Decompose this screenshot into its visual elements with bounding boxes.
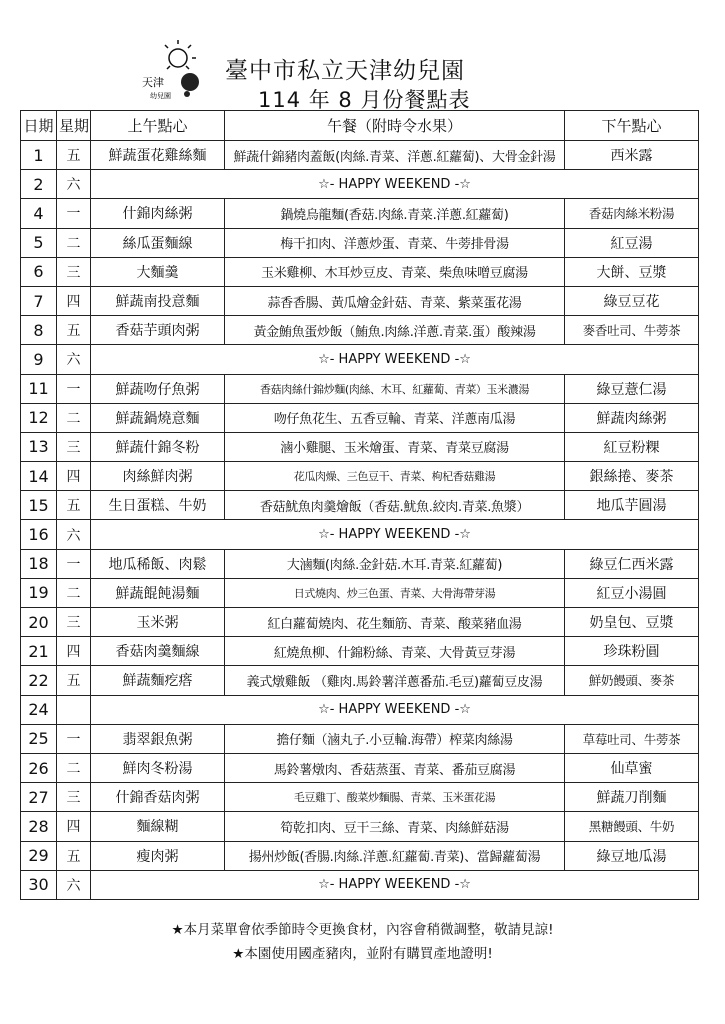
holiday-row — [21, 695, 699, 724]
weekday-cell — [57, 695, 91, 724]
weekday-cell: 一 — [57, 549, 91, 578]
weekday-cell: 四 — [57, 812, 91, 841]
table-body — [21, 141, 699, 900]
lunch-cell: 玉米雞柳、木耳炒豆皮、青菜、柴魚味噌豆腐湯 — [225, 257, 565, 286]
morning-snack-cell: 香菇芋頭肉粥 — [91, 316, 225, 345]
table-row — [21, 666, 699, 695]
morning-snack-cell: 絲瓜蛋麵線 — [91, 228, 225, 257]
table-row — [21, 432, 699, 461]
date-cell: 5 — [21, 228, 57, 257]
table-row — [21, 374, 699, 403]
date-cell: 21 — [21, 637, 57, 666]
date-cell: 11 — [21, 374, 57, 403]
column-header: 星期 — [57, 111, 91, 141]
date-cell: 19 — [21, 578, 57, 607]
weekday-cell: 三 — [57, 257, 91, 286]
lunch-cell: 毛豆雞丁、酸菜炒麵腸、青菜、玉米蛋花湯 — [225, 783, 565, 812]
table-row — [21, 228, 699, 257]
afternoon-snack-cell: 綠豆仁西米露 — [565, 549, 699, 578]
afternoon-snack-cell: 奶皇包、豆漿 — [565, 608, 699, 637]
date-cell: 26 — [21, 753, 57, 782]
morning-snack-cell: 生日蛋糕、牛奶 — [91, 491, 225, 520]
morning-snack-cell: 肉絲鮮肉粥 — [91, 462, 225, 491]
lunch-cell: 花瓜肉燥、三色豆干、青菜、枸杞香菇雞湯 — [225, 462, 565, 491]
morning-snack-cell: 什錦肉絲粥 — [91, 199, 225, 228]
table-row — [21, 637, 699, 666]
morning-snack-cell: 鮮肉冬粉湯 — [91, 753, 225, 782]
table-row — [21, 199, 699, 228]
table-row — [21, 316, 699, 345]
weekday-cell: 四 — [57, 637, 91, 666]
column-header: 日期 — [21, 111, 57, 141]
afternoon-snack-cell: 紅豆湯 — [565, 228, 699, 257]
sun-logo-icon — [140, 36, 210, 102]
afternoon-snack-cell: 麥香吐司、牛蒡茶 — [565, 316, 699, 345]
afternoon-snack-cell: 綠豆豆花 — [565, 286, 699, 315]
table-row — [21, 812, 699, 841]
lunch-cell: 大滷麵(肉絲.金針菇.木耳.青菜.紅蘿蔔) — [225, 549, 565, 578]
lunch-cell: 蒜香香腸、黃瓜燴金針菇、青菜、紫菜蛋花湯 — [225, 286, 565, 315]
date-cell: 9 — [21, 345, 57, 374]
lunch-cell: 馬鈴薯燉肉、香菇蒸蛋、青菜、番茄豆腐湯 — [225, 753, 565, 782]
afternoon-snack-cell: 綠豆薏仁湯 — [565, 374, 699, 403]
note-seasonal: ★本月菜單會依季節時令更換食材，內容會稍微調整，敬請見諒! — [171, 922, 554, 938]
date-cell: 12 — [21, 403, 57, 432]
date-cell: 14 — [21, 462, 57, 491]
date-cell: 13 — [21, 432, 57, 461]
svg-text:幼兒園: 幼兒園 — [150, 92, 171, 100]
table-row — [21, 549, 699, 578]
date-cell: 6 — [21, 257, 57, 286]
table-row — [21, 783, 699, 812]
afternoon-snack-cell: 仙草蜜 — [565, 753, 699, 782]
morning-snack-cell: 大麵羹 — [91, 257, 225, 286]
holiday-row — [21, 345, 699, 374]
weekday-cell: 四 — [57, 462, 91, 491]
lunch-cell: 鮮蔬什錦豬肉蓋飯(肉絲.青菜、洋蔥.紅蘿蔔)、大骨金針湯 — [225, 141, 565, 170]
date-cell: 30 — [21, 870, 57, 899]
weekday-cell: 六 — [57, 170, 91, 199]
date-cell: 29 — [21, 841, 57, 870]
afternoon-snack-cell: 紅豆粉粿 — [565, 432, 699, 461]
date-cell: 25 — [21, 724, 57, 753]
weekday-cell: 三 — [57, 432, 91, 461]
date-cell: 27 — [21, 783, 57, 812]
weekday-cell: 二 — [57, 228, 91, 257]
weekday-cell: 一 — [57, 724, 91, 753]
weekday-cell: 四 — [57, 286, 91, 315]
afternoon-snack-cell: 綠豆地瓜湯 — [565, 841, 699, 870]
weekday-cell: 五 — [57, 841, 91, 870]
morning-snack-cell: 翡翠銀魚粥 — [91, 724, 225, 753]
afternoon-snack-cell: 鮮蔬肉絲粥 — [565, 403, 699, 432]
weekday-cell: 六 — [57, 345, 91, 374]
weekday-cell: 五 — [57, 666, 91, 695]
table-row — [21, 257, 699, 286]
page-title: 臺中市私立天津幼兒園 — [225, 58, 465, 84]
morning-snack-cell: 鮮蔬蛋花雞絲麵 — [91, 141, 225, 170]
table-row — [21, 462, 699, 491]
weekday-cell: 一 — [57, 199, 91, 228]
morning-snack-cell: 鮮蔬鍋燒意麵 — [91, 403, 225, 432]
lunch-cell: 滷小雞腿、玉米燴蛋、青菜、青菜豆腐湯 — [225, 432, 565, 461]
weekday-cell: 六 — [57, 520, 91, 549]
date-cell: 20 — [21, 608, 57, 637]
date-cell: 2 — [21, 170, 57, 199]
holiday-cell: ☆- HAPPY WEEKEND -☆ — [91, 170, 699, 199]
table-row — [21, 403, 699, 432]
lunch-cell: 筍乾扣肉、豆干三絲、青菜、肉絲鮮菇湯 — [225, 812, 565, 841]
date-cell: 7 — [21, 286, 57, 315]
lunch-cell: 梅干扣肉、洋蔥炒蛋、青菜、牛蒡排骨湯 — [225, 228, 565, 257]
afternoon-snack-cell: 鮮奶饅頭、麥茶 — [565, 666, 699, 695]
column-header: 下午點心 — [565, 111, 699, 141]
morning-snack-cell: 鮮蔬麵疙瘩 — [91, 666, 225, 695]
holiday-cell: ☆- HAPPY WEEKEND -☆ — [91, 695, 699, 724]
date-cell: 22 — [21, 666, 57, 695]
table-row — [21, 491, 699, 520]
afternoon-snack-cell: 草莓吐司、牛蒡茶 — [565, 724, 699, 753]
weekday-cell: 三 — [57, 608, 91, 637]
morning-snack-cell: 鮮蔬餛飩湯麵 — [91, 578, 225, 607]
morning-snack-cell: 什錦香菇肉粥 — [91, 783, 225, 812]
holiday-row — [21, 870, 699, 899]
table-row — [21, 608, 699, 637]
afternoon-snack-cell: 紅豆小湯圓 — [565, 578, 699, 607]
morning-snack-cell: 瘦肉粥 — [91, 841, 225, 870]
table-row — [21, 286, 699, 315]
weekday-cell: 五 — [57, 491, 91, 520]
lunch-cell: 日式燒肉、炒三色蛋、青菜、大骨海帶芽湯 — [225, 578, 565, 607]
afternoon-snack-cell: 香菇肉絲米粉湯 — [565, 199, 699, 228]
table-row — [21, 841, 699, 870]
date-cell: 18 — [21, 549, 57, 578]
lunch-cell: 紅白蘿蔔燒肉、花生麵筋、青菜、酸菜豬血湯 — [225, 608, 565, 637]
weekday-cell: 二 — [57, 753, 91, 782]
morning-snack-cell: 香菇肉羹麵線 — [91, 637, 225, 666]
date-cell: 24 — [21, 695, 57, 724]
lunch-cell: 香菇魷魚肉羹燴飯（香菇.魷魚.絞肉.青菜.魚漿） — [225, 491, 565, 520]
lunch-cell: 紅燒魚柳、什錦粉絲、青菜、大骨黃豆芽湯 — [225, 637, 565, 666]
afternoon-snack-cell: 珍珠粉圓 — [565, 637, 699, 666]
meal-menu-table — [20, 110, 699, 900]
lunch-cell: 義式燉雞飯 （雞肉.馬鈴薯洋蔥番茄.毛豆)蘿蔔豆皮湯 — [225, 666, 565, 695]
table-row — [21, 753, 699, 782]
svg-text:天津: 天津 — [142, 76, 164, 89]
date-cell: 1 — [21, 141, 57, 170]
weekday-cell: 二 — [57, 403, 91, 432]
holiday-cell: ☆- HAPPY WEEKEND -☆ — [91, 870, 699, 899]
morning-snack-cell: 地瓜稀飯、肉鬆 — [91, 549, 225, 578]
weekday-cell: 二 — [57, 578, 91, 607]
morning-snack-cell: 玉米粥 — [91, 608, 225, 637]
date-cell: 16 — [21, 520, 57, 549]
afternoon-snack-cell: 西米露 — [565, 141, 699, 170]
morning-snack-cell: 鮮蔬什錦冬粉 — [91, 432, 225, 461]
table-row — [21, 141, 699, 170]
page-subtitle: 114 年 8 月份餐點表 — [258, 88, 471, 112]
school-logo — [140, 36, 210, 102]
holiday-row — [21, 520, 699, 549]
weekday-cell: 五 — [57, 141, 91, 170]
lunch-cell: 黃金鮪魚蛋炒飯（鮪魚.肉絲.洋蔥.青菜.蛋）酸辣湯 — [225, 316, 565, 345]
column-header: 上午點心 — [91, 111, 225, 141]
morning-snack-cell: 麵線糊 — [91, 812, 225, 841]
table-row — [21, 578, 699, 607]
lunch-cell: 吻仔魚花生、五香豆輪、青菜、洋蔥南瓜湯 — [225, 403, 565, 432]
weekday-cell: 一 — [57, 374, 91, 403]
holiday-cell: ☆- HAPPY WEEKEND -☆ — [91, 345, 699, 374]
table-row — [21, 724, 699, 753]
afternoon-snack-cell: 鮮蔬刀削麵 — [565, 783, 699, 812]
morning-snack-cell: 鮮蔬南投意麵 — [91, 286, 225, 315]
table-header-row — [21, 111, 699, 141]
afternoon-snack-cell: 銀絲捲、麥茶 — [565, 462, 699, 491]
holiday-row — [21, 170, 699, 199]
afternoon-snack-cell: 地瓜芋圓湯 — [565, 491, 699, 520]
date-cell: 8 — [21, 316, 57, 345]
lunch-cell: 鍋燒烏龍麵(香菇.肉絲.青菜.洋蔥.紅蘿蔔) — [225, 199, 565, 228]
date-cell: 28 — [21, 812, 57, 841]
lunch-cell: 香菇肉絲什錦炒麵(肉絲、木耳、紅蘿蔔、青菜）玉米濃湯 — [225, 374, 565, 403]
lunch-cell: 揚州炒飯(香腸.肉絲.洋蔥.紅蘿蔔.青菜)、當歸蘿蔔湯 — [225, 841, 565, 870]
weekday-cell: 三 — [57, 783, 91, 812]
lunch-cell: 擔仔麵（滷丸子.小豆輪.海帶）榨菜肉絲湯 — [225, 724, 565, 753]
holiday-cell: ☆- HAPPY WEEKEND -☆ — [91, 520, 699, 549]
afternoon-snack-cell: 黑糖饅頭、牛奶 — [565, 812, 699, 841]
note-pork-origin: ★本園使用國產豬肉，並附有購買產地證明! — [232, 946, 493, 962]
morning-snack-cell: 鮮蔬吻仔魚粥 — [91, 374, 225, 403]
afternoon-snack-cell: 大餅、豆漿 — [565, 257, 699, 286]
date-cell: 15 — [21, 491, 57, 520]
weekday-cell: 六 — [57, 870, 91, 899]
column-header: 午餐（附時令水果） — [225, 111, 565, 141]
weekday-cell: 五 — [57, 316, 91, 345]
date-cell: 4 — [21, 199, 57, 228]
